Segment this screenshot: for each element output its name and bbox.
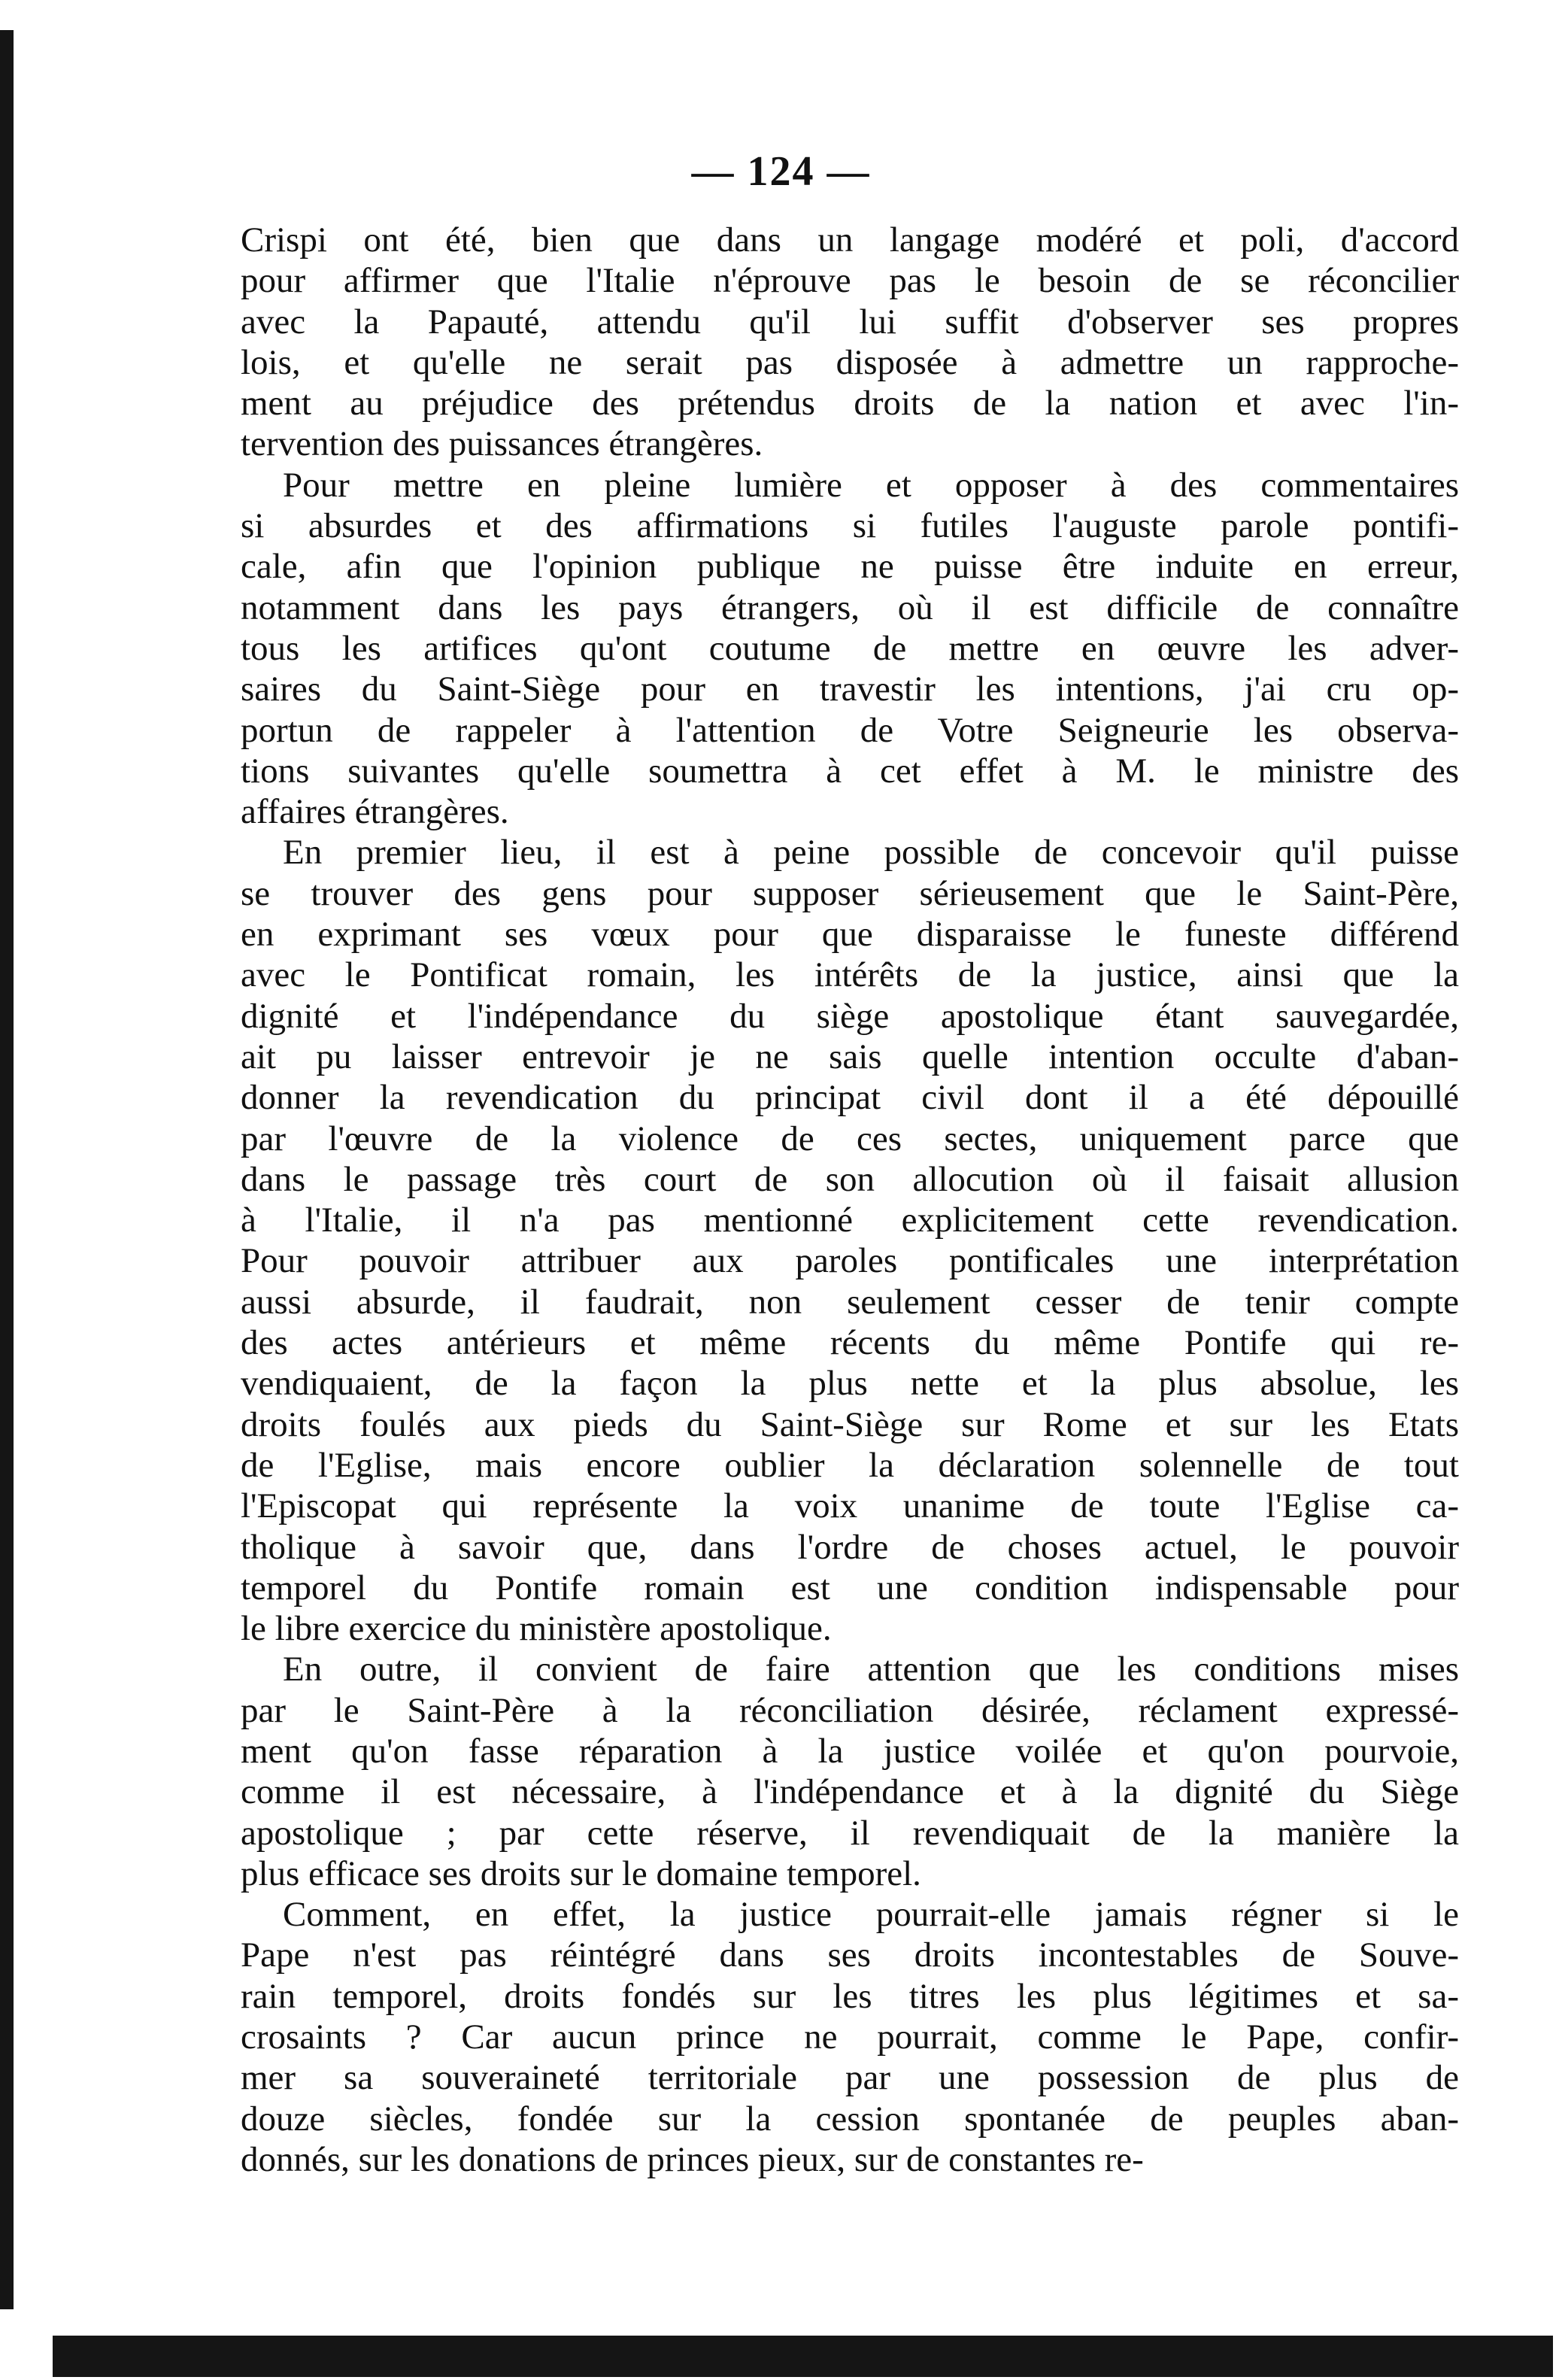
text-line: donner la revendication du principat civil dont il a été dépouillé <box>241 1078 1459 1118</box>
text-line: tions suivantes qu'elle soumettra à cet effet à M. le ministre des <box>241 751 1459 791</box>
page-number: — 124 — <box>691 148 871 195</box>
text-line: affaires étrangères. <box>241 792 509 832</box>
text-line: tholique à savoir que, dans l'ordre de choses actuel, le pouvoir <box>241 1527 1459 1567</box>
text-line: avec la Papauté, attendu qu'il lui suffit d'observer ses propres <box>241 302 1459 342</box>
scan-edge-left <box>0 30 14 2309</box>
text-line: En premier lieu, il est à peine possible de concevoir qu'il puisse <box>283 833 1459 873</box>
paragraph <box>241 832 1459 1649</box>
text-line: Crispi ont été, bien que dans un langage modéré et poli, d'accord <box>241 220 1459 260</box>
text-line: droits foulés aux pieds du Saint-Siège sur Rome et sur les Etats <box>241 1404 1459 1444</box>
text-line: des actes antérieurs et même récents du même Pontife qui re- <box>241 1323 1459 1363</box>
text-line: plus efficace ses droits sur le domaine temporel. <box>241 1853 921 1893</box>
text-line: crosaints ? Car aucun prince ne pourrait, comme le Pape, confir- <box>241 2017 1459 2057</box>
text-line: notamment dans les pays étrangers, où il est difficile de connaître <box>241 587 1459 627</box>
text-line: par le Saint-Père à la réconciliation désirée, réclament expressé- <box>241 1690 1459 1730</box>
text-line: ait pu laisser entrevoir je ne sais quelle intention occulte d'aban- <box>241 1037 1459 1076</box>
text-line: vendiquaient, de la façon la plus nette et la plus absolue, les <box>241 1364 1459 1404</box>
text-line: Pour mettre en pleine lumière et opposer à des commentaires <box>283 465 1459 505</box>
paragraph <box>241 1894 1459 2180</box>
body-text <box>241 220 1459 2180</box>
text-line: apostolique ; par cette réserve, il revendiquait de la manière la <box>241 1813 1459 1853</box>
paragraph <box>241 465 1459 833</box>
text-line: ment qu'on fasse réparation à la justice voilée et qu'on pourvoie, <box>241 1731 1459 1771</box>
text-line: par l'œuvre de la violence de ces sectes, uniquement parce que <box>241 1119 1459 1158</box>
text-line: en exprimant ses vœux pour que disparaisse le funeste différend <box>241 915 1459 955</box>
scan-edge-bottom <box>53 2336 1553 2377</box>
text-line: de l'Eglise, mais encore oublier la déclaration solennelle de tout <box>241 1445 1459 1485</box>
text-line: temporel du Pontife romain est une condition indispensable pour <box>241 1568 1459 1607</box>
text-line: Pour pouvoir attribuer aux paroles pontificales une interprétation <box>241 1241 1459 1281</box>
text-line: En outre, il convient de faire attention que les conditions mises <box>283 1650 1459 1689</box>
text-line: pour affirmer que l'Italie n'éprouve pas le besoin de se réconcilier <box>241 261 1459 301</box>
text-line: à l'Italie, il n'a pas mentionné explicitement cette revendication. <box>241 1201 1459 1240</box>
text-line: Comment, en effet, la justice pourrait-elle jamais régner si le <box>283 1895 1459 1935</box>
text-line: donnés, sur les donations de princes pieux, sur de constantes re- <box>241 2139 1144 2179</box>
text-line: comme il est nécessaire, à l'indépendance et à la dignité du Siège <box>241 1772 1459 1812</box>
text-line: portun de rappeler à l'attention de Votre Seigneurie les observa- <box>241 710 1459 750</box>
paragraph <box>241 1649 1459 1894</box>
text-line: dans le passage très court de son allocution où il faisait allusion <box>241 1159 1459 1199</box>
text-line: Pape n'est pas réintégré dans ses droits incontestables de Souve- <box>241 1935 1459 1975</box>
text-line: le libre exercice du ministère apostolique. <box>241 1609 832 1649</box>
text-line: douze siècles, fondée sur la cession spontanée de peuples aban- <box>241 2099 1459 2139</box>
text-line: tous les artifices qu'ont coutume de mettre en œuvre les adver- <box>241 628 1459 668</box>
text-line: rain temporel, droits fondés sur les titres les plus légitimes et sa- <box>241 1976 1459 2016</box>
text-line: cale, afin que l'opinion publique ne puisse être induite en erreur, <box>241 547 1459 587</box>
text-line: si absurdes et des affirmations si futiles l'auguste parole pontifi- <box>241 506 1459 546</box>
text-line: lois, et qu'elle ne serait pas disposée à admettre un rapproche- <box>241 342 1459 382</box>
text-line: mer sa souveraineté territoriale par une possession de plus de <box>241 2058 1459 2098</box>
text-line: aussi absurde, il faudrait, non seulement cesser de tenir compte <box>241 1282 1459 1322</box>
text-line: saires du Saint-Siège pour en travestir les intentions, j'ai cru op- <box>241 669 1459 709</box>
text-line: avec le Pontificat romain, les intérêts de la justice, ainsi que la <box>241 955 1459 995</box>
text-line: l'Episcopat qui représente la voix unanime de toute l'Eglise ca- <box>241 1486 1459 1526</box>
paragraph <box>241 220 1459 465</box>
text-line: ment au préjudice des prétendus droits de la nation et avec l'in- <box>241 384 1459 423</box>
text-line: se trouver des gens pour supposer sérieusement que le Saint-Père, <box>241 873 1459 913</box>
text-line: dignité et l'indépendance du siège apostolique étant sauvegardée, <box>241 996 1459 1036</box>
text-line: tervention des puissances étrangères. <box>241 424 763 464</box>
